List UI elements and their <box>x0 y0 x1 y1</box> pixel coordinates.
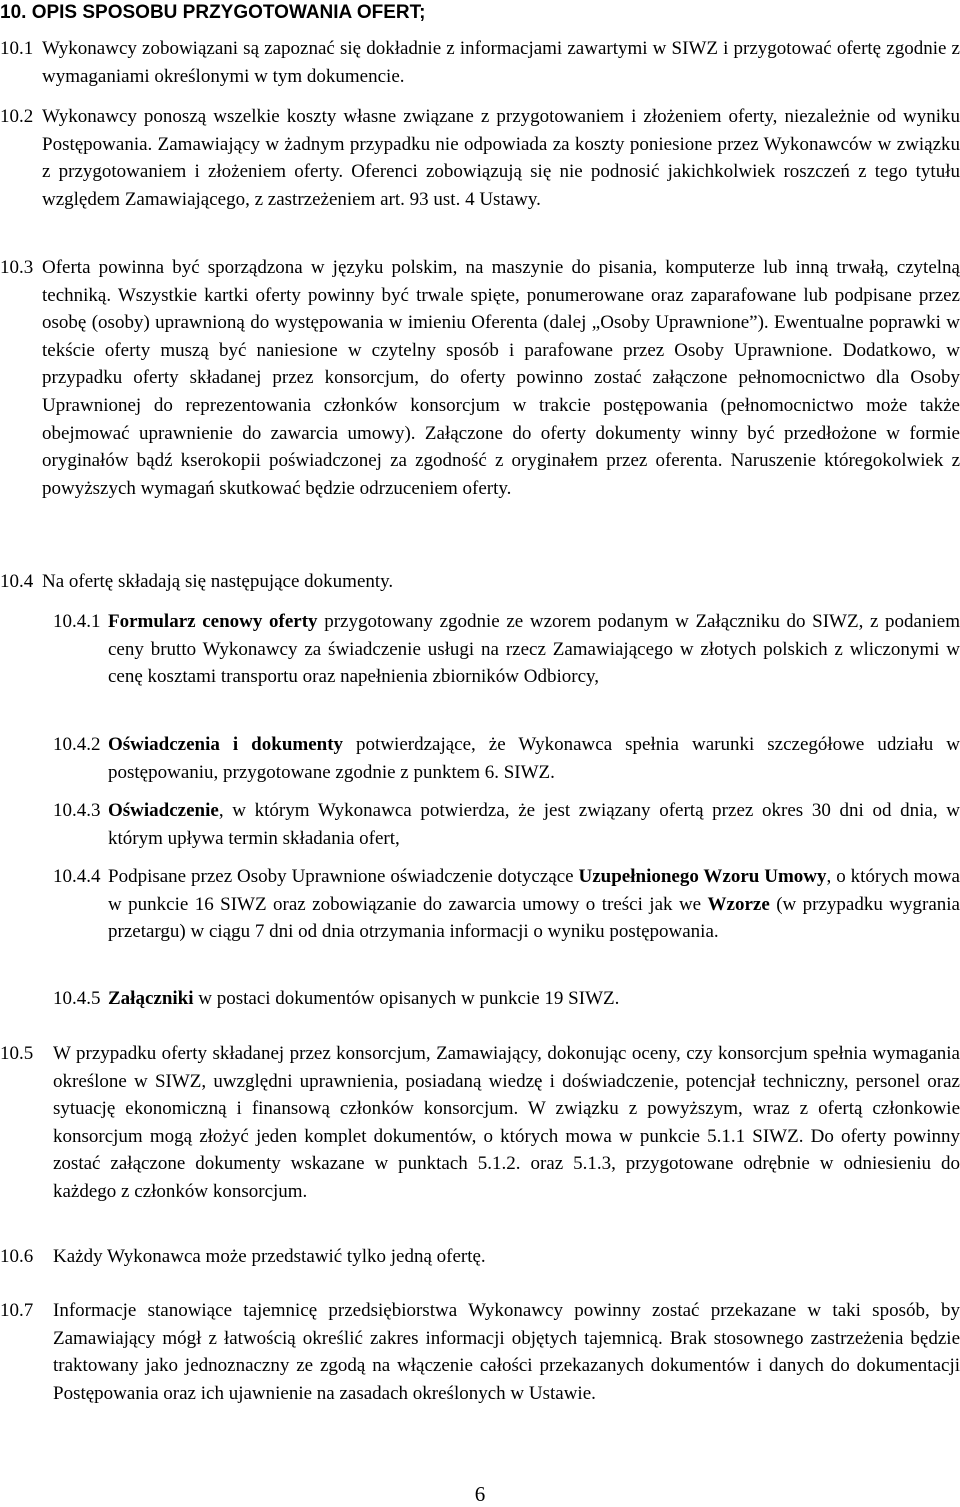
page-number: 6 <box>474 1482 486 1506</box>
subpoint-text <box>108 985 960 1013</box>
bold-text-run: Uzupełnionego Wzoru Umowy <box>578 866 827 887</box>
subpoint-number: 10.4.3 <box>53 800 101 821</box>
point-text <box>42 35 960 90</box>
bold-text-run: Oświadczenie <box>108 800 219 821</box>
subpoint-text <box>108 863 960 946</box>
subpoint-number: 10.4.4 <box>53 866 101 887</box>
point-number: 10.3 <box>0 257 34 278</box>
text-run: Wykonawcy ponoszą wszelkie koszty własne związane z przygotowaniem i złożeniem oferty, niezależnie od wyniku Postępowania. Zamawiający w żadnym przypadku nie odpowiada za koszty poniesione przez Wykonawców w związku z przygotowaniem i złożeniem oferty. Oferenci zobowiązują się nie podnosić jakichkolwiek roszczeń z tego tytułu względem Zamawiającego, z zastrzeżeniem art. 93 ust. 4 Ustawy. <box>42 106 960 210</box>
text-run: Oferta powinna być sporządzona w języku polskim, na maszynie do pisania, komputerze lub inną trwałą, czytelną techniką. Wszystkie kartki oferty powinny być trwale spięte, ponumerowane oraz zaparafowane lub podpisane przez osobę (osoby) uprawnioną do występowania w imieniu Oferenta (dalej „Osoby Uprawnione”). Ewentualne poprawki w tekście oferty muszą być naniesione w czytelny sposób i parafowane przez Osoby Uprawnione. Dodatkowo, w przypadku oferty składanej przez konsorcjum, do oferty powinno zostać załączone pełnomocnictwo dla Osoby Uprawnionej do reprezentowania członków konsorcjum w trakcie postępowania (pełnomocnictwo może także obejmować uprawnienie do zawarcia umowy). Załączone do oferty dokumenty winny być przedłożone w formie oryginałów bądź kserokopii poświadczonej za zgodność z oryginałem przez oferenta. Naruszenie któregokolwiek z powyższych wymagań skutkować będzie odrzuceniem oferty. <box>42 257 960 499</box>
point-text <box>53 1243 960 1271</box>
text-run: , o których mowa w punkcie 16 SIWZ oraz zobowiązanie do zawarcia umowy o treści jak we <box>108 866 960 915</box>
point-number: 10.4 <box>0 571 34 592</box>
text-run: w postaci dokumentów opisanych w punkcie 19 SIWZ. <box>193 988 620 1009</box>
text-run: Podpisane przez Osoby Uprawnione oświadczenie dotyczące <box>108 866 579 887</box>
text-run: Na ofertę składają się następujące dokumenty. <box>42 571 394 592</box>
point-number: 10.6 <box>0 1246 34 1267</box>
section-heading: 10. OPIS SPOSOBU PRZYGOTOWANIA OFERT; <box>0 2 426 23</box>
text-run: (w przypadku wygrania przetargu) w ciągu 7 dni od dnia otrzymania informacji o wyniku postępowania. <box>108 893 960 943</box>
point-text <box>42 103 960 213</box>
text-run: , w którym Wykonawca potwierdza, że jest związany ofertą przez okres 30 dni od dnia, w którym upływa termin składania ofert, <box>108 800 960 849</box>
text-run: przygotowany zgodnie ze wzorem podanym w Załączniku do SIWZ, z podaniem ceny brutto Wykonawcy za świadczenie usługi na rzecz Zamawiającego w złotych polskich z wliczonymi w cenę kosztami transportu oraz napełnienia zbiorników Odbiorcy, <box>108 611 960 688</box>
point-number: 10.1 <box>0 38 34 59</box>
subpoint-number: 10.4.1 <box>53 611 101 632</box>
text-run: Każdy Wykonawca może przedstawić tylko jedną ofertę. <box>53 1246 486 1267</box>
point-text <box>42 568 960 596</box>
bold-text-run: Formularz cenowy oferty <box>108 611 318 632</box>
point-number: 10.7 <box>0 1300 34 1321</box>
point-number: 10.5 <box>0 1043 34 1064</box>
point-text <box>53 1040 960 1206</box>
subpoint-text <box>108 731 960 786</box>
subpoint-number: 10.4.2 <box>53 734 101 755</box>
subpoint-text <box>108 797 960 852</box>
bold-text-run: Załączniki <box>108 988 194 1009</box>
text-run: W przypadku oferty składanej przez konsorcjum, Zamawiający, dokonując oceny, czy konsorcjum spełnia wymagania określone w SIWZ, uwzględni uprawnienia, posiadaną wiedzę i doświadczenie, potencjał techniczny, personel oraz sytuację ekonomiczną i finansową członków konsorcjum. W związku z powyższym, wraz z ofertą członkowie konsorcjum mogą złożyć jeden komplet dokumentów, o których mowa w punkcie 5.1.1 SIWZ. Do oferty powinny zostać załączone dokumenty wskazane w punktach 5.1.2. oraz 5.1.3, przygotowane odrębnie w odniesieniu do każdego z członków konsorcjum. <box>53 1043 960 1202</box>
point-number: 10.2 <box>0 106 34 127</box>
bold-text-run: Oświadczenia i dokumenty <box>108 734 344 755</box>
bold-text-run: Wzorze <box>707 893 770 915</box>
text-run: Informacje stanowiące tajemnicę przedsiębiorstwa Wykonawcy powinny zostać przekazane w taki sposób, by Zamawiający mógł z łatwością określić zakres informacji objętych tajemnicą. Brak stosownego zastrzeżenia będzie traktowany jako jednoznaczny ze zgodą na włączenie całości przekazanych dokumentów i danych do dokumentacji Postępowania oraz ich ujawnienie na zasadach określonych w Ustawie. <box>53 1300 960 1404</box>
subpoint-text <box>108 608 960 691</box>
subpoint-number: 10.4.5 <box>53 988 101 1009</box>
text-run: Wykonawcy zobowiązani są zapoznać się dokładnie z informacjami zawartymi w SIWZ i przygotować ofertę zgodnie z wymaganiami określonymi w tym dokumencie. <box>42 38 960 87</box>
text-run: potwierdzające, że Wykonawca spełnia warunki szczegółowe udziału w postępowaniu, przygotowane zgodnie z punktem 6. SIWZ. <box>108 734 960 783</box>
point-text <box>53 1297 960 1407</box>
point-text <box>42 254 960 502</box>
